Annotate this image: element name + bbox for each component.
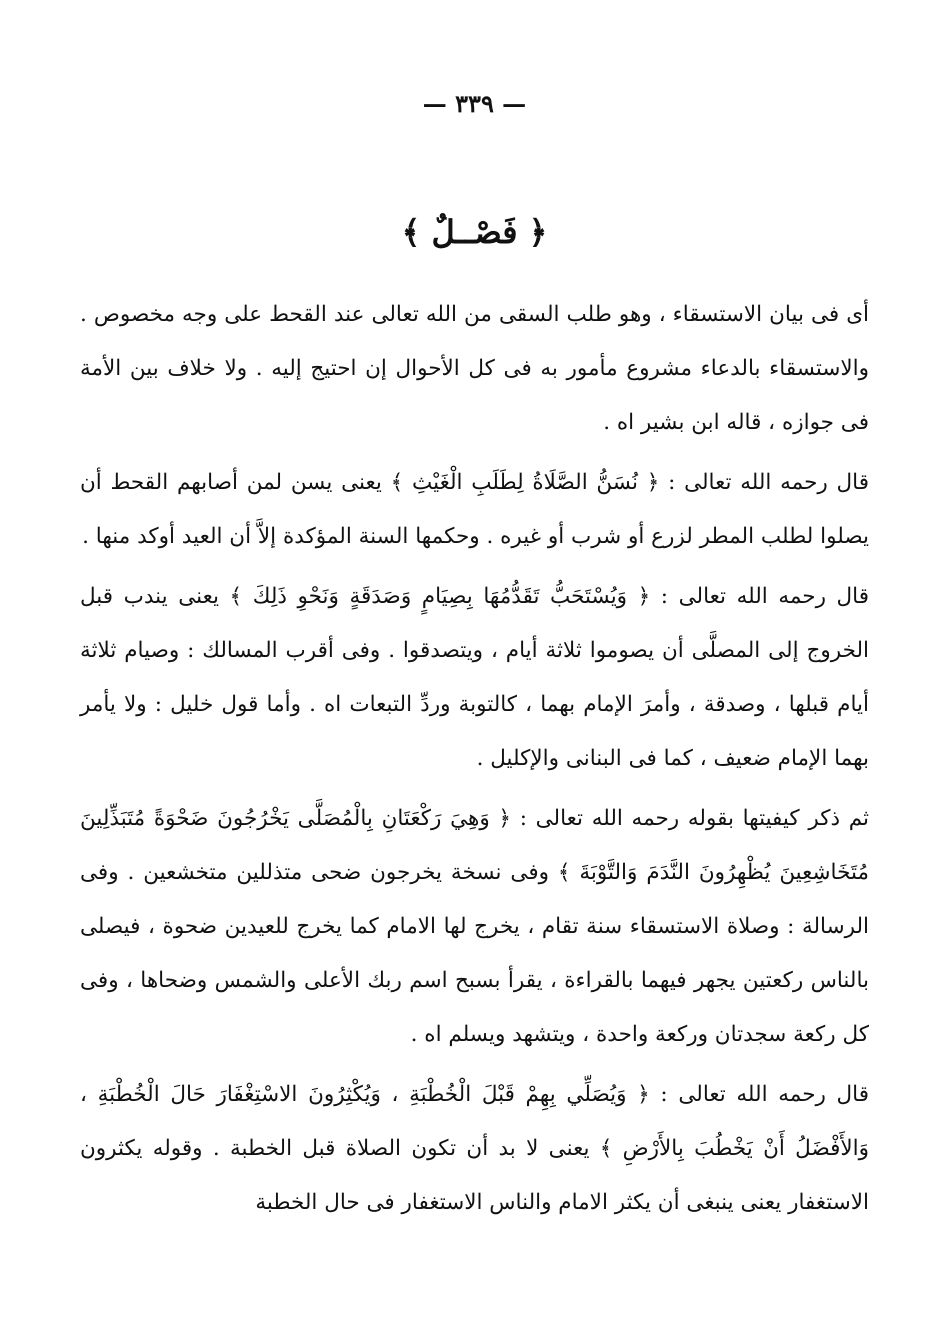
paragraph-two-rakahs: ثم ذكر كيفيتها بقوله رحمه الله تعالى : ﴿ وَهِيَ رَكْعَتَانِ بِالْمُصَلَّى يَخْرُجُونَ ضَحْوَةً مُتَبَذِّلِينَ مُتَخَاشِعِينَ يُظْهِرُونَ النَّدَمَ وَالتَّوْبَةَ ﴾ وفى نسخة يخرجون ضحى متذللين متخشعين . وفى الرسالة : وصلاة الاستسقاء سنة تقام ، يخرج لها الامام كما يخرج للعيدين ضحوة ، فيصلى بالناس ركعتين يجهر فيهما بالقراءة ، يقرأ بسبح اسم ربك الأعلى والشمس وضحاها ، وفى كل ركعة سجدتان وركعة واحدة ، ويتشهد ويسلم اه . bbox=[80, 806, 869, 1047]
paragraph-istisqa-definition: أى فى بيان الاستسقاء ، وهو طلب السقى من الله تعالى عند القحط على وجه مخصوص . والاستسقاء بالدعاء مشروع مأمور به فى كل الأحوال إن احتيج إليه . ولا خلاف بين الأمة فى جوازه ، قاله ابن بشير اه . bbox=[80, 302, 869, 435]
page-number: — ٣٣٩ — bbox=[422, 89, 527, 118]
paragraph-prayer-for-rain: قال رحمه الله تعالى : ﴿ نُسَنُّ الصَّلَاةُ لِطَلَبِ الْغَيْثِ ﴾ يعنى يسن لمن أصابهم القحط أن يصلوا لطلب المطر لزرع أو شرب أو غيره . وحكمها السنة المؤكدة إلاَّ أن العيد أوكد منها . bbox=[80, 470, 869, 549]
paragraph-fasting-charity: قال رحمه الله تعالى : ﴿ وَيُسْتَحَبُّ تَقَدُّمُهَا بِصِيَامٍ وَصَدَقَةٍ وَنَحْوِ ذَلِكَ ﴾ يعنى يندب قبل الخروج إلى المصلَّى أن يصوموا ثلاثة أيام ، ويتصدقوا . وفى أقرب المسالك : وصيام ثلاثة أيام قبلها ، وصدقة ، وأمرَ الإمام بهما ، كالتوبة وردِّ التبعات اه . وأما قول خليل : ولا يأمر بهما الإمام ضعيف ، كما فى البنانى والإكليل . bbox=[80, 584, 869, 771]
section-title: ﴿ فَصْــلٌ ﴾ bbox=[401, 213, 548, 251]
paragraph-khutbah: قال رحمه الله تعالى : ﴿ وَيُصَلِّي بِهِمْ قَبْلَ الْخُطْبَةِ ، وَيُكْثِرُونَ الاسْتِغْفَارَ حَالَ الْخُطْبَةِ ، وَالأَفْضَلُ أَنْ يَخْطُبَ بِالأَرْضِ ﴾ يعنى لا بد أن تكون الصلاة قبل الخطبة . وقوله يكثرون الاستغفار يعنى ينبغى أن يكثر الامام والناس الاستغفار فى حال الخطبة bbox=[80, 1082, 869, 1215]
